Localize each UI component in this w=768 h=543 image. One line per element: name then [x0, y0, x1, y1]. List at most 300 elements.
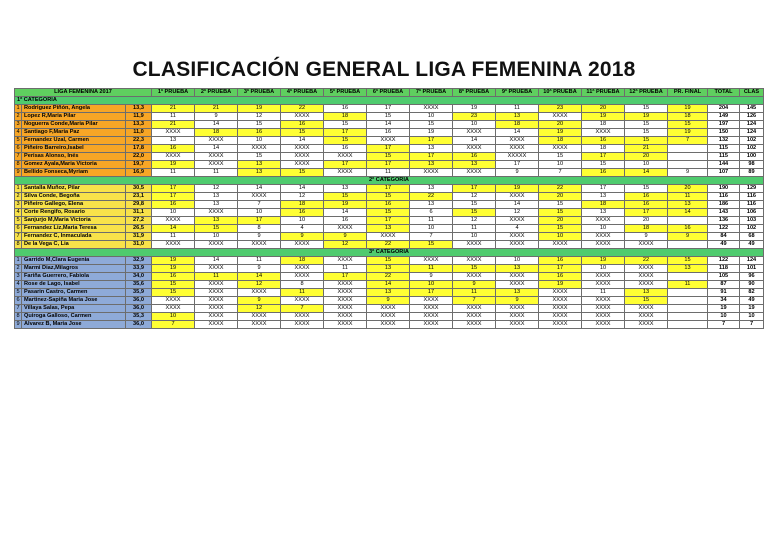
score-cell: 15 — [453, 209, 496, 217]
classification-table — [14, 88, 764, 329]
handicap: 22,0 — [126, 153, 152, 161]
player-name: Rose de Lago, Isabel — [22, 281, 126, 289]
score-cell: XXXX — [324, 281, 367, 289]
score-cell: 11 — [582, 289, 625, 297]
score-cell: 15 — [625, 137, 668, 145]
total-points: 107 — [708, 169, 740, 177]
table-row — [15, 161, 764, 169]
score-cell: 16 — [367, 129, 410, 137]
score-cell: 15 — [625, 185, 668, 193]
score-cell: XXXX — [582, 129, 625, 137]
score-cell: 16 — [324, 105, 367, 113]
score-cell: 16 — [625, 201, 668, 209]
row-position: 4 — [16, 281, 20, 287]
handicap: 11,9 — [126, 113, 152, 121]
score-cell: 9 — [195, 113, 238, 121]
score-cell: XXXX — [281, 265, 324, 273]
score-cell: XXXX — [238, 289, 281, 297]
score-cell: 11 — [496, 105, 539, 113]
total-points: 7 — [708, 321, 740, 329]
score-cell: 10 — [410, 281, 453, 289]
classification-points: 124 — [740, 129, 764, 137]
score-cell: 13 — [410, 161, 453, 169]
total-points: 115 — [708, 145, 740, 153]
score-cell: 17 — [453, 185, 496, 193]
total-points: 19 — [708, 305, 740, 313]
row-position: 1 — [16, 105, 20, 111]
handicap: 29,8 — [126, 201, 152, 209]
score-cell: XXXX — [496, 241, 539, 249]
score-cell: 8 — [281, 281, 324, 289]
score-cell: 21 — [625, 145, 668, 153]
category-label: 1ª CATEGORIA — [15, 97, 764, 105]
score-cell: XXXX — [324, 225, 367, 233]
row-position: 3 — [16, 121, 20, 127]
score-cell: XXXX — [453, 305, 496, 313]
score-cell: 13 — [668, 201, 708, 209]
score-cell: 19 — [496, 185, 539, 193]
table-row — [15, 121, 764, 129]
score-cell: 10 — [281, 217, 324, 225]
score-cell: 12 — [453, 217, 496, 225]
score-cell: 19 — [152, 257, 195, 265]
score-cell: 13 — [324, 185, 367, 193]
score-cell: XXXX — [582, 217, 625, 225]
score-cell: 17 — [410, 289, 453, 297]
score-cell: XXXX — [367, 321, 410, 329]
total-points: 10 — [708, 313, 740, 321]
score-cell: 19 — [582, 257, 625, 265]
row-position: 9 — [16, 321, 20, 327]
score-cell: XXXX — [539, 313, 582, 321]
score-cell: 14 — [152, 225, 195, 233]
score-cell: 16 — [582, 169, 625, 177]
score-cell: 20 — [625, 153, 668, 161]
score-cell: XXXX — [625, 241, 668, 249]
score-cell — [668, 273, 708, 281]
score-cell: 13 — [367, 265, 410, 273]
handicap: 33,9 — [126, 265, 152, 273]
classification-points: 96 — [740, 273, 764, 281]
table-row — [15, 129, 764, 137]
score-cell: XXXX — [281, 145, 324, 153]
score-cell: 11 — [195, 273, 238, 281]
score-cell: 15 — [152, 289, 195, 297]
total-points: 149 — [708, 113, 740, 121]
score-cell: 15 — [625, 129, 668, 137]
column-header: 5ª PRUEBA — [324, 89, 367, 97]
score-cell: 14 — [324, 209, 367, 217]
score-cell: 12 — [324, 241, 367, 249]
score-cell: 16 — [367, 201, 410, 209]
score-cell: XXXX — [195, 297, 238, 305]
row-position: 6 — [16, 225, 20, 231]
score-cell: 13 — [582, 209, 625, 217]
score-cell: 20 — [539, 193, 582, 201]
score-cell: 16 — [539, 273, 582, 281]
classification-points: 129 — [740, 185, 764, 193]
score-cell: XXXX — [367, 137, 410, 145]
score-cell: 13 — [195, 201, 238, 209]
total-points: 197 — [708, 121, 740, 129]
score-cell: XXXX — [410, 257, 453, 265]
score-cell: 15 — [281, 129, 324, 137]
score-cell: 9 — [668, 169, 708, 177]
score-cell: 16 — [668, 225, 708, 233]
score-cell: XXXX — [238, 241, 281, 249]
score-cell — [668, 217, 708, 225]
total-points: 204 — [708, 105, 740, 113]
total-points: 105 — [708, 273, 740, 281]
score-cell: 14 — [367, 281, 410, 289]
score-cell: 22 — [410, 193, 453, 201]
score-cell: 11 — [152, 113, 195, 121]
score-cell: 7 — [453, 297, 496, 305]
score-cell: XXXX — [582, 233, 625, 241]
score-cell: 10 — [625, 161, 668, 169]
score-cell: 17 — [539, 265, 582, 273]
classification-points: 19 — [740, 305, 764, 313]
score-cell: 17 — [324, 273, 367, 281]
score-cell: XXXX — [453, 145, 496, 153]
score-cell: XXXX — [281, 113, 324, 121]
score-cell: 14 — [238, 273, 281, 281]
score-cell: XXXX — [582, 273, 625, 281]
score-cell: 9 — [281, 233, 324, 241]
score-cell: XXXX — [195, 209, 238, 217]
score-cell: XXXX — [496, 217, 539, 225]
player-name: Lopez R,Maria Pilar — [22, 113, 126, 121]
row-position: 6 — [16, 145, 20, 151]
score-cell: 22 — [539, 185, 582, 193]
score-cell: XXXX — [195, 305, 238, 313]
score-cell: XXXX — [195, 153, 238, 161]
classification-points: 102 — [740, 145, 764, 153]
score-cell: XXXX — [281, 153, 324, 161]
classification-points: 49 — [740, 297, 764, 305]
total-points: 144 — [708, 161, 740, 169]
score-cell: XXXX — [410, 321, 453, 329]
score-cell: 13 — [496, 289, 539, 297]
score-cell: 14 — [195, 257, 238, 265]
score-cell: 14 — [195, 145, 238, 153]
row-position: 1 — [16, 185, 20, 191]
player-name: De la Vega C, Lia — [22, 241, 126, 249]
classification-points: 49 — [740, 241, 764, 249]
score-cell: 19 — [539, 129, 582, 137]
score-cell: 6 — [410, 209, 453, 217]
player-name: Villaya Salas, Pepa — [22, 305, 126, 313]
handicap: 36,0 — [126, 305, 152, 313]
score-cell: 19 — [324, 201, 367, 209]
score-cell: 17 — [582, 153, 625, 161]
score-cell: XXXX — [410, 297, 453, 305]
player-name: Rodriguez Piñón, Angela — [22, 105, 126, 113]
score-cell: 4 — [281, 225, 324, 233]
score-cell: 15 — [410, 121, 453, 129]
score-cell: 9 — [625, 233, 668, 241]
score-cell: XXXX — [453, 321, 496, 329]
player-name: Corte Rengifo, Rosario — [22, 209, 126, 217]
player-name: Piñeiro Gallego, Elena — [22, 201, 126, 209]
score-cell: 22 — [367, 241, 410, 249]
score-cell: XXXX — [281, 161, 324, 169]
score-cell: 16 — [281, 121, 324, 129]
total-points: 91 — [708, 289, 740, 297]
score-cell: 9 — [410, 273, 453, 281]
score-cell: XXXX — [410, 313, 453, 321]
score-cell: XXXX — [195, 241, 238, 249]
row-position: 7 — [16, 233, 20, 239]
score-cell: 20 — [539, 217, 582, 225]
column-header: 4ª PRUEBA — [281, 89, 324, 97]
score-cell: 11 — [367, 169, 410, 177]
player-name: Marmi Diaz,Milagros — [22, 265, 126, 273]
classification-points: 103 — [740, 217, 764, 225]
score-cell: 10 — [539, 233, 582, 241]
score-cell: 17 — [367, 145, 410, 153]
row-position: 4 — [16, 209, 20, 215]
score-cell: XXXX — [496, 313, 539, 321]
column-header: 3ª PRUEBA — [238, 89, 281, 97]
score-cell: 9 — [238, 233, 281, 241]
score-cell: 4 — [496, 225, 539, 233]
score-cell: XXXX — [324, 313, 367, 321]
score-cell: XXXX — [496, 233, 539, 241]
table-row — [15, 217, 764, 225]
score-cell: XXXX — [453, 169, 496, 177]
score-cell: 17 — [367, 105, 410, 113]
row-position: 3 — [16, 273, 20, 279]
score-cell: 11 — [668, 281, 708, 289]
score-cell: 14 — [496, 129, 539, 137]
column-header: 11ª PRUEBA — [582, 89, 625, 97]
score-cell: 19 — [453, 105, 496, 113]
player-name: Fernandez Uzal, Carmen — [22, 137, 126, 145]
score-cell: 11 — [668, 193, 708, 201]
score-cell: XXXX — [324, 289, 367, 297]
score-cell: 11 — [195, 169, 238, 177]
score-cell: 9 — [453, 281, 496, 289]
table-row — [15, 169, 764, 177]
row-position: 6 — [16, 297, 20, 303]
score-cell: 15 — [453, 201, 496, 209]
score-cell: 19 — [668, 129, 708, 137]
score-cell: XXXX — [195, 289, 238, 297]
handicap: 32,9 — [126, 257, 152, 265]
league-header: LIGA FEMENINA 2017 — [15, 89, 152, 97]
score-cell: 18 — [281, 257, 324, 265]
score-cell: 17 — [496, 161, 539, 169]
score-cell: 11 — [453, 289, 496, 297]
score-cell: 16 — [625, 193, 668, 201]
column-header: 8ª PRUEBA — [453, 89, 496, 97]
score-cell: 13 — [496, 113, 539, 121]
score-cell: XXXX — [496, 321, 539, 329]
score-cell: 20 — [539, 121, 582, 129]
score-cell: XXXX — [582, 297, 625, 305]
total-points: 186 — [708, 201, 740, 209]
classification-points: 116 — [740, 201, 764, 209]
handicap: 16,9 — [126, 169, 152, 177]
total-points: 143 — [708, 209, 740, 217]
player-name: Quiroga Galloso, Carmen — [22, 313, 126, 321]
score-cell — [668, 305, 708, 313]
row-position: 2 — [16, 113, 20, 119]
classification-points: 68 — [740, 233, 764, 241]
score-cell: 7 — [410, 233, 453, 241]
player-name: Fernandez C, Inmaculada — [22, 233, 126, 241]
score-cell: XXXX — [625, 273, 668, 281]
score-cell: 15 — [152, 281, 195, 289]
score-cell: 23 — [539, 105, 582, 113]
score-cell: 13 — [453, 161, 496, 169]
player-name: Fernandez Liz,Maria Teresa — [22, 225, 126, 233]
score-cell: 15 — [625, 297, 668, 305]
score-cell: XXXX — [367, 233, 410, 241]
score-cell: 15 — [582, 161, 625, 169]
score-cell: 16 — [152, 145, 195, 153]
score-cell: 16 — [152, 201, 195, 209]
score-cell: XXXX — [496, 273, 539, 281]
score-cell: 12 — [496, 209, 539, 217]
classification-points: 7 — [740, 321, 764, 329]
handicap: 23,1 — [126, 193, 152, 201]
score-cell — [668, 153, 708, 161]
score-cell: 16 — [582, 137, 625, 145]
score-cell: 17 — [410, 153, 453, 161]
player-name: Bellido Fonseca,Myriam — [22, 169, 126, 177]
total-points: 190 — [708, 185, 740, 193]
classification-points: 10 — [740, 313, 764, 321]
score-cell: XXXX — [152, 297, 195, 305]
score-cell: 22 — [625, 257, 668, 265]
score-cell: 11 — [410, 265, 453, 273]
handicap: 11,0 — [126, 129, 152, 137]
score-cell: 18 — [195, 129, 238, 137]
score-cell: 10 — [453, 121, 496, 129]
score-cell: XXXX — [152, 241, 195, 249]
table-row — [15, 137, 764, 145]
score-cell: 10 — [582, 265, 625, 273]
score-cell: XXXX — [281, 297, 324, 305]
total-points: 150 — [708, 129, 740, 137]
score-cell: XXXX — [453, 241, 496, 249]
score-cell: 10 — [410, 225, 453, 233]
score-cell: 11 — [281, 289, 324, 297]
score-cell: XXXX — [410, 105, 453, 113]
total-points: 49 — [708, 241, 740, 249]
score-cell: 15 — [625, 121, 668, 129]
score-cell: 18 — [281, 201, 324, 209]
score-cell: XXXX — [238, 145, 281, 153]
score-cell: 10 — [453, 233, 496, 241]
player-name: Piñeiro Barreiro,Isabel — [22, 145, 126, 153]
score-cell: 15 — [367, 153, 410, 161]
score-cell: 13 — [582, 193, 625, 201]
score-cell: XXXX — [539, 289, 582, 297]
score-cell: 18 — [582, 201, 625, 209]
score-cell: 13 — [152, 137, 195, 145]
classification-points: 89 — [740, 169, 764, 177]
score-cell: XXXX — [582, 241, 625, 249]
score-cell: XXXX — [281, 273, 324, 281]
table-row — [15, 305, 764, 313]
score-cell: 19 — [238, 105, 281, 113]
table-row — [15, 185, 764, 193]
score-cell: 17 — [582, 185, 625, 193]
score-cell: 17 — [367, 161, 410, 169]
score-cell: 11 — [324, 265, 367, 273]
score-cell: 19 — [152, 161, 195, 169]
row-position: 2 — [16, 265, 20, 271]
player-name: Fariña Guerrero, Fabiola — [22, 273, 126, 281]
category-row — [15, 249, 764, 257]
table-row — [15, 321, 764, 329]
table-row — [15, 193, 764, 201]
score-cell: XXXX — [195, 137, 238, 145]
score-cell: 13 — [410, 185, 453, 193]
score-cell — [668, 161, 708, 169]
row-position: 1 — [16, 257, 20, 263]
score-cell: 14 — [367, 121, 410, 129]
table-row — [15, 113, 764, 121]
score-cell: 15 — [367, 257, 410, 265]
score-cell: 14 — [496, 201, 539, 209]
score-cell: 11 — [238, 257, 281, 265]
score-cell: 12 — [453, 193, 496, 201]
classification-points: 98 — [740, 161, 764, 169]
table-row — [15, 289, 764, 297]
row-position: 8 — [16, 161, 20, 167]
score-cell: 8 — [238, 225, 281, 233]
column-header: CLAS — [740, 89, 764, 97]
handicap: 35,3 — [126, 313, 152, 321]
score-cell: 15 — [625, 105, 668, 113]
score-cell: 13 — [238, 169, 281, 177]
score-cell: XXXX — [496, 305, 539, 313]
score-cell: 7 — [668, 137, 708, 145]
table-row — [15, 209, 764, 217]
score-cell: 15 — [539, 201, 582, 209]
table-row — [15, 297, 764, 305]
score-cell: XXXX — [238, 193, 281, 201]
player-name: Garrido M,Clara Eugenia — [22, 257, 126, 265]
score-cell: 16 — [281, 209, 324, 217]
score-cell: XXXX — [496, 281, 539, 289]
score-cell: XXXX — [582, 321, 625, 329]
player-name: Silva Conde, Begoña — [22, 193, 126, 201]
score-cell — [668, 313, 708, 321]
score-cell: 10 — [195, 233, 238, 241]
row-position: 8 — [16, 241, 20, 247]
score-cell: XXXX — [625, 305, 668, 313]
score-cell: 15 — [238, 121, 281, 129]
score-cell: XXXX — [238, 313, 281, 321]
column-header: 7ª PRUEBA — [410, 89, 453, 97]
handicap: 31,1 — [126, 209, 152, 217]
score-cell: 19 — [410, 129, 453, 137]
score-cell: 21 — [152, 121, 195, 129]
player-name: Perisas Alonso, Inés — [22, 153, 126, 161]
score-cell: 20 — [668, 185, 708, 193]
score-cell: 15 — [367, 113, 410, 121]
score-cell: XXXX — [625, 313, 668, 321]
table-row — [15, 273, 764, 281]
score-cell: 19 — [668, 105, 708, 113]
handicap: 13,3 — [126, 105, 152, 113]
score-cell: 15 — [367, 209, 410, 217]
